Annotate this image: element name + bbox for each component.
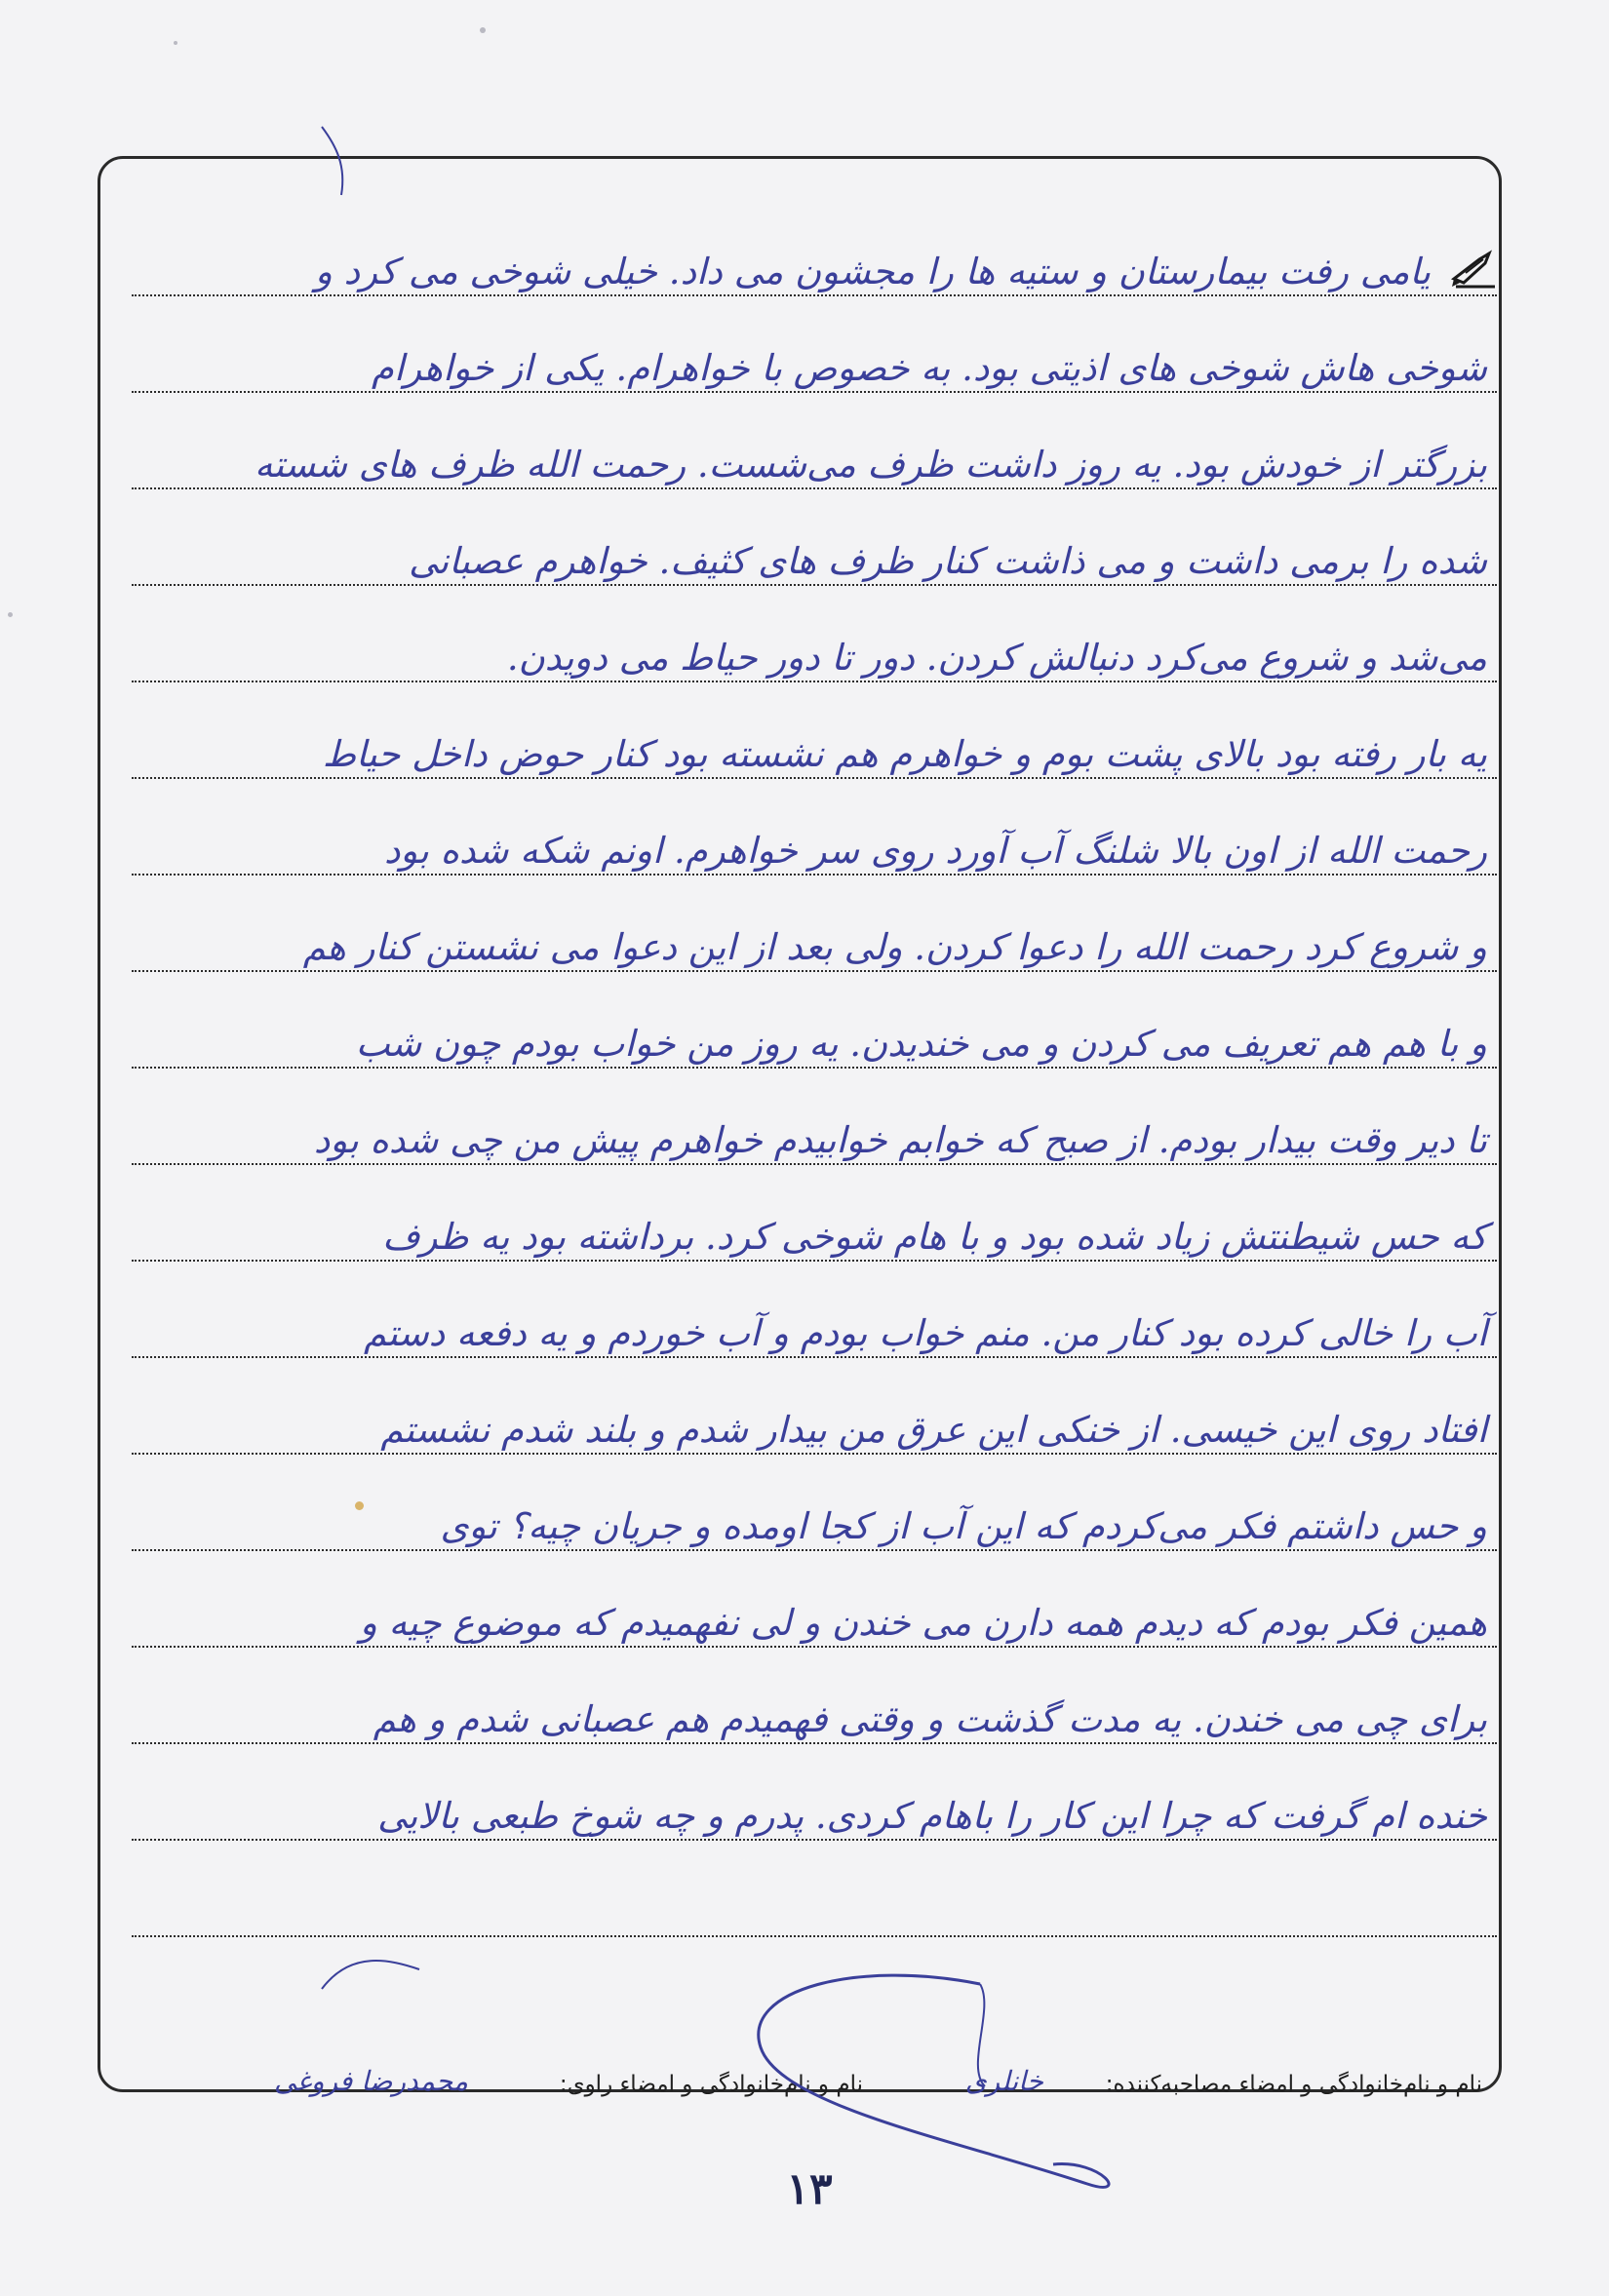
pen-icon	[1450, 250, 1497, 289]
line-text: که حس شیطنتش زیاد شده بود و با هام شوخی کرد. برداشته بود یه ظرف	[382, 1216, 1487, 1258]
line-text: آب را خالی کرده بود کنار من. منم خواب بودم و آب خوردم و یه دفعه دستم	[364, 1312, 1487, 1354]
text-line	[132, 779, 1497, 876]
line-text: افتاد روی این خیسی. از خنکی این عرق من بیدار شدم و بلند شدم نشستم	[380, 1409, 1487, 1451]
text-line	[132, 876, 1497, 972]
page-number: ۱۳	[786, 2164, 833, 2214]
line-text: بزرگتر از خودش بود. یه روز داشت ظرف می‌شست. رحمت الله ظرف های شسته	[255, 444, 1487, 486]
line-text: شده را برمی داشت و می ذاشت کنار ظرف های کثیف. خواهرم عصبانی	[409, 540, 1487, 582]
line-text: خنده ام گرفت که چرا این کار را باهام کردی. پدرم و چه شوخ طبعی بالایی	[377, 1795, 1487, 1837]
paper-speck	[480, 27, 486, 33]
text-line	[132, 1744, 1497, 1841]
text-line	[132, 200, 1497, 296]
text-line	[132, 972, 1497, 1069]
text-line	[132, 1648, 1497, 1744]
paper-speck	[8, 612, 13, 617]
line-text: شوخی هاش شوخی های اذیتی بود. به خصوص با خواهرام. یکی از خواهرام	[372, 347, 1487, 389]
text-line	[132, 1262, 1497, 1358]
paper-speck	[174, 41, 177, 45]
narrator-label: نام و نام‌خانوادگی و امضاء راوی:	[559, 2072, 863, 2097]
text-line	[132, 489, 1497, 586]
line-text: یه بار رفته بود بالای پشت بوم و خواهرم هم نشسته بود کنار حوض داخل حیاط	[322, 733, 1487, 775]
text-line	[132, 1455, 1497, 1551]
text-line-empty	[132, 1841, 1497, 1937]
text-line	[132, 1069, 1497, 1165]
line-text: تا دیر وقت بیدار بودم. از صبح که خوابم خوابیدم خواهرم پیش من چی شده بود	[313, 1119, 1487, 1161]
text-line	[132, 1551, 1497, 1648]
text-line	[132, 393, 1497, 489]
line-text: و با هم هم تعریف می کردن و می خندیدن. یه روز من خواب بودم چون شب	[355, 1023, 1487, 1065]
narrator-signature: محمدرضا فروغی	[273, 2065, 468, 2097]
signature-footer	[117, 2052, 1482, 2111]
interviewer-signature: خانلری	[964, 2065, 1043, 2097]
interviewer-label: نام و نام‌خانوادگی و امضاء مصاحبه‌کننده:	[1105, 2072, 1482, 2097]
line-text: یامی رفت بیمارستان و ستیه ها را مجشون می داد. خیلی شوخی می کرد و	[315, 251, 1431, 292]
text-line	[132, 1165, 1497, 1262]
text-line	[132, 296, 1497, 393]
text-line	[132, 586, 1497, 682]
line-text: برای چی می خندن. یه مدت گذشت و وقتی فهمیدم هم عصبانی شدم و هم	[373, 1698, 1487, 1740]
line-text: رحمت الله از اون بالا شلنگ آب آورد روی سر خواهرم. اونم شکه شده بود	[383, 830, 1487, 872]
handwritten-body	[132, 200, 1497, 1937]
text-line	[132, 1358, 1497, 1455]
line-text: و حس داشتم فکر می‌کردم که این آب از کجا اومده و جریان چیه؟ توی	[440, 1505, 1487, 1547]
line-text: همین فکر بودم که دیدم همه دارن می خندن و لی نفهمیدم که موضوع چیه و	[359, 1602, 1487, 1644]
text-line	[132, 682, 1497, 779]
line-text: و شروع کرد رحمت الله را دعوا کردن. ولی بعد از این دعوا می نشستن کنار هم	[302, 926, 1487, 968]
line-text: می‌شد و شروع می‌کرد دنبالش کردن. دور تا دور حیاط می دویدن.	[506, 637, 1487, 679]
